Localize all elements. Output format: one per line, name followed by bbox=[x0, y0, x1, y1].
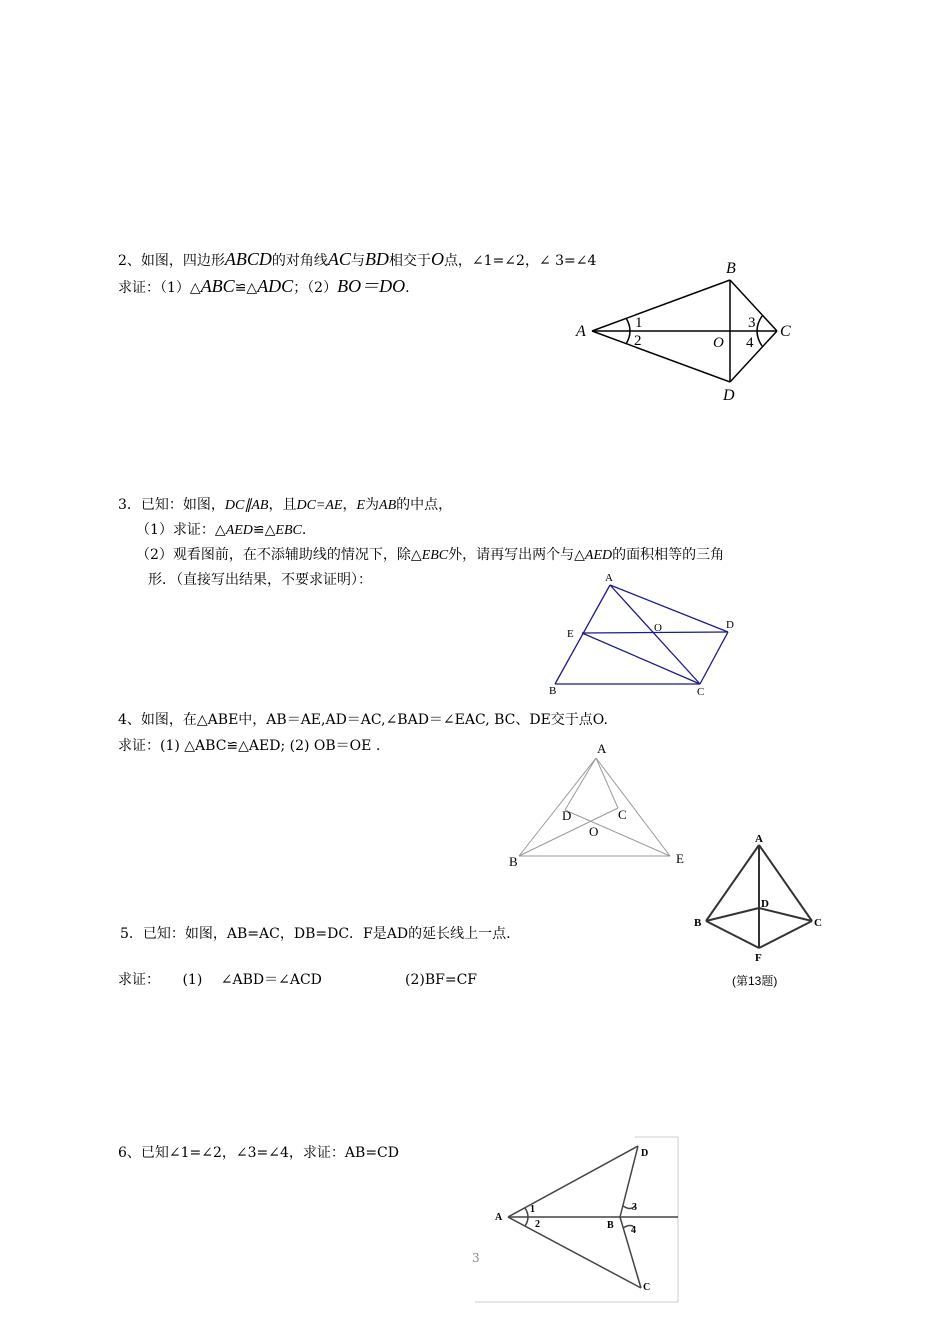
q2-label-a: A bbox=[576, 323, 586, 340]
q2-tri-abc: ABC bbox=[200, 276, 235, 296]
q3-text: 为 bbox=[365, 497, 380, 513]
q3-tri-aed: AED bbox=[225, 523, 253, 538]
q2-text: 2、如图，四边形 bbox=[118, 253, 225, 269]
q2-label-b: B bbox=[726, 260, 736, 277]
q5-label-f: F bbox=[755, 952, 762, 964]
q3-text: （2）观看图前，在不添辅助线的情况下，除△ bbox=[136, 547, 422, 563]
q3-text: 3．已知：如图， bbox=[118, 497, 225, 513]
q5-text: 5．已知：如图，AB=AC，DB=DC．F是AD的延长线上一点. bbox=[120, 926, 511, 942]
q6-angle-1: 1 bbox=[530, 1204, 535, 1215]
q3-line3 bbox=[136, 545, 724, 566]
q4-label-c: C bbox=[618, 807, 627, 822]
q4-text: 4、如图，在△ABE中，AB＝AE,AD＝AC,∠BAD＝∠EAC, BC、DE交于点O. bbox=[118, 712, 608, 728]
q5-label-b: B bbox=[694, 917, 702, 929]
q6-figure bbox=[475, 1136, 680, 1304]
q4-label-d: D bbox=[562, 808, 572, 823]
q3-tri-ebc: EBC bbox=[275, 523, 302, 538]
q6-line1 bbox=[118, 1143, 399, 1163]
q3-figure bbox=[545, 570, 745, 700]
q2-diag-bd: BD bbox=[364, 249, 389, 269]
q2-text: . bbox=[405, 280, 410, 296]
q2-figure bbox=[570, 255, 800, 405]
q2-seg-ab bbox=[592, 280, 730, 331]
q5-text: 求证： bbox=[118, 972, 160, 988]
q4-figure bbox=[505, 738, 695, 873]
q2-label-o: O bbox=[713, 335, 724, 351]
q3-line1 bbox=[118, 495, 452, 516]
q3-text: 的面积相等的三角 bbox=[612, 547, 725, 563]
q3-seg-ab bbox=[555, 585, 610, 684]
q3-seg-ab-text: AB bbox=[379, 498, 397, 513]
q2-diag-ac: AC bbox=[327, 249, 351, 269]
q4-text: 求证：(1) △ABC≌△AED; (2) OB＝OE . bbox=[118, 738, 381, 754]
q3-text: ≌△ bbox=[252, 522, 276, 538]
q2-text: 相交于 bbox=[388, 253, 431, 269]
q5-figure-caption: (第13题) bbox=[732, 974, 778, 988]
q3-text: . bbox=[301, 522, 307, 538]
q3-label-a: A bbox=[605, 572, 613, 584]
q4-label-e: E bbox=[676, 851, 684, 866]
q2-label-c: C bbox=[780, 323, 791, 340]
q2-angle-2: 2 bbox=[634, 333, 642, 349]
q2-quad-label: ABCD bbox=[224, 249, 272, 269]
q3-point-e: E bbox=[356, 498, 366, 513]
q6-text: 6、已知∠1=∠2，∠3=∠4，求证：AB=CD bbox=[118, 1145, 399, 1161]
q5-label-a: A bbox=[755, 833, 763, 845]
q6-label-a: A bbox=[495, 1212, 503, 1223]
q5-seg-bf bbox=[706, 921, 759, 948]
q5-line1 bbox=[120, 924, 511, 944]
q6-label-b: B bbox=[607, 1220, 614, 1231]
q3-text: ，且 bbox=[268, 497, 297, 513]
q4-label-a: A bbox=[597, 741, 607, 756]
q2-text: ≌△ bbox=[234, 280, 258, 296]
q2-angle-3: 3 bbox=[748, 315, 756, 331]
q4-seg-ab bbox=[519, 758, 599, 856]
q6-label-c: C bbox=[643, 1282, 651, 1293]
q3-label-e: E bbox=[567, 628, 574, 640]
q5-text: (2)BF=CF bbox=[405, 972, 477, 988]
q5-figure bbox=[690, 830, 825, 995]
q4-seg-ae bbox=[596, 758, 670, 856]
q3-line2 bbox=[136, 520, 306, 541]
q3-seg-cd bbox=[700, 632, 728, 684]
q3-text: 的中点， bbox=[396, 497, 453, 513]
q2-seg-da bbox=[592, 331, 730, 382]
q2-text: 求证：（1）△ bbox=[118, 280, 201, 296]
q4-label-b: B bbox=[509, 854, 518, 869]
q4-label-o: O bbox=[589, 824, 599, 839]
q3-parallel: DC∥AB bbox=[224, 498, 269, 513]
q3-label-b: B bbox=[549, 685, 557, 697]
q3-label-o: O bbox=[654, 622, 662, 634]
q2-seg-cd bbox=[730, 331, 777, 382]
q2-text: 与 bbox=[350, 253, 365, 269]
q2-angle-4: 4 bbox=[746, 335, 754, 351]
q2-tri-adc: ADC bbox=[257, 276, 294, 296]
q3-text: （1）求证：△ bbox=[136, 522, 226, 538]
q5-label-d: D bbox=[761, 898, 769, 910]
q6-label-d: D bbox=[641, 1148, 649, 1159]
q2-line2 bbox=[118, 276, 410, 298]
q4-line2 bbox=[118, 736, 380, 756]
q3-line4 bbox=[148, 570, 372, 590]
q5-text: (1) bbox=[182, 972, 203, 988]
q3-text: 外，请再写出两个与△ bbox=[448, 547, 585, 563]
q5-seg-cf bbox=[759, 921, 812, 948]
q4-seg-ad bbox=[565, 758, 596, 810]
q2-angle-1: 1 bbox=[635, 315, 643, 331]
q2-text: ；（2） bbox=[293, 280, 338, 296]
q2-equation: BO＝DO bbox=[337, 276, 406, 296]
q3-seg-ec bbox=[582, 633, 700, 684]
page-number: 3 bbox=[472, 1251, 480, 1265]
q2-point-o: O bbox=[430, 249, 444, 269]
q6-seg-ac bbox=[508, 1217, 641, 1288]
q4-line1 bbox=[118, 710, 608, 730]
q5-line2 bbox=[118, 970, 477, 990]
q3-seg-ac bbox=[610, 585, 700, 684]
q3-tri-aed: AED bbox=[584, 548, 613, 563]
q6-angle-4: 4 bbox=[631, 1225, 636, 1236]
q2-line1 bbox=[118, 249, 596, 271]
q3-text: 形．（直接写出结果，不要求证明）： bbox=[148, 572, 372, 588]
q6-seg-ad bbox=[508, 1146, 638, 1217]
q3-label-d: D bbox=[726, 619, 734, 631]
q3-tri-ebc: EBC bbox=[421, 548, 449, 563]
q5-text: ∠ABD＝∠ACD bbox=[220, 972, 322, 988]
q3-seg-ad bbox=[610, 585, 728, 632]
q3-label-c: C bbox=[697, 686, 705, 698]
q6-angle-3: 3 bbox=[632, 1202, 637, 1213]
q2-label-d: D bbox=[723, 387, 735, 404]
q5-label-c: C bbox=[814, 917, 822, 929]
q2-text: 的对角线 bbox=[271, 253, 328, 269]
q3-equal: DC=AE bbox=[296, 498, 343, 513]
q6-angle-2: 2 bbox=[535, 1219, 540, 1230]
q2-text: 点，∠1=∠2，∠ 3=∠4 bbox=[443, 253, 597, 269]
q3-text: ， bbox=[342, 497, 357, 513]
